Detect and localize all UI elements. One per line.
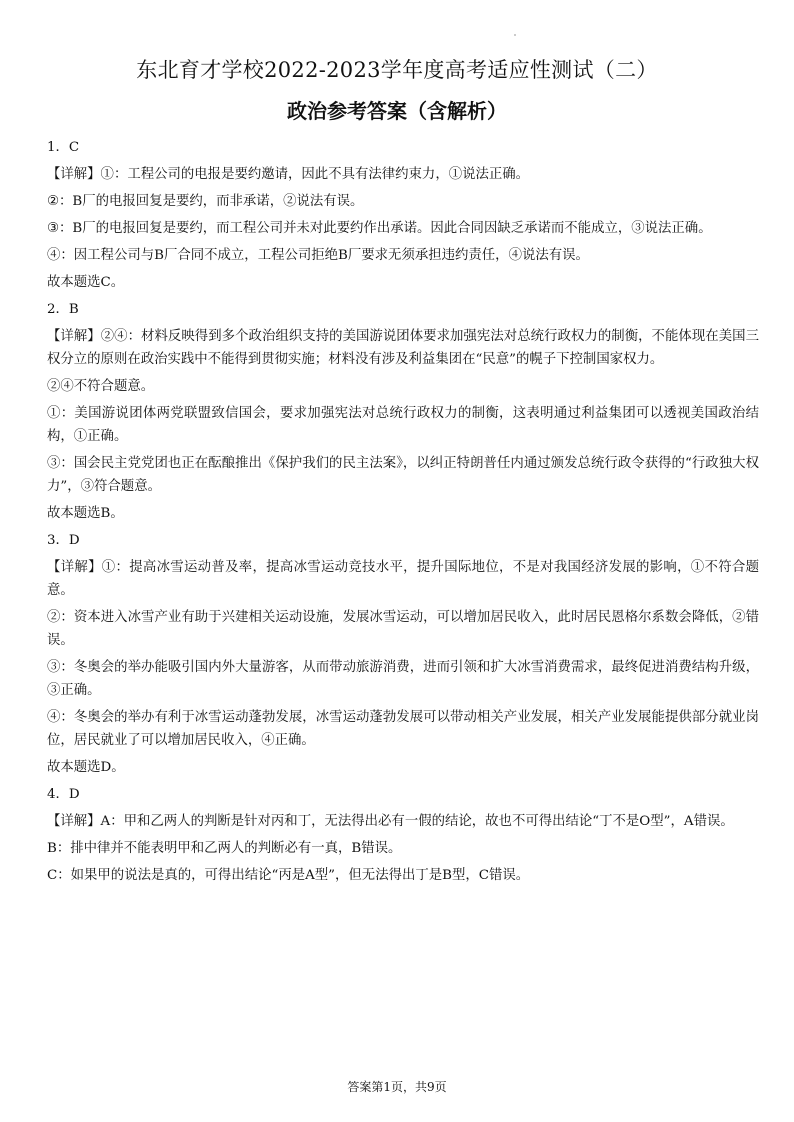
document-title: 东北育才学校2022-2023学年度高考适应性测试（二） xyxy=(136,58,658,82)
explanation-line: 【详解】A：甲和乙两人的判断是针对丙和丁，无法得出必有一假的结论，故也不可得出结论“丁不是O型”，A错误。 xyxy=(47,814,734,829)
page-footer: 答案第1页，共9页 xyxy=(347,1080,447,1094)
explanation-line: ③：国会民主党党团也正在酝酿推出《保护我们的民主法案》，以纠正特朗普任内通过颁发总统行政令获得的“行政独大权力”，③符合题意。 xyxy=(47,456,759,494)
document-subtitle: 政治参考答案（含解析） xyxy=(287,99,507,123)
explanation-line: 【详解】①：提高冰雪运动普及率，提高冰雪运动竞技水平，提升国际地位，不是对我国经济发展的影响，①不符合题意。 xyxy=(47,560,759,598)
conclusion-line: 故本题选D。 xyxy=(47,760,125,775)
answer-content xyxy=(47,136,759,891)
explanation-line: C：如果甲的说法是真的，可得出结论“丙是A型”，但无法得出丁是B型，C错误。 xyxy=(47,868,530,883)
explanation-line: 【详解】②④：材料反映得到多个政治组织支持的美国游说团体要求加强宪法对总统行政权力的制衡，不能体现在美国三权分立的原则在政治实践中不能得到贯彻实施；材料没有涉及利益集团在“民意”的幌子下控制国家权力。 xyxy=(47,329,759,367)
conclusion-line: 故本题选B。 xyxy=(47,506,124,521)
explanation-line: ②：资本进入冰雪产业有助于兴建相关运动设施，发展冰雪运动，可以增加居民收入，此时居民恩格尔系数会降低，②错误。 xyxy=(47,610,759,648)
question-number: 3．D xyxy=(47,533,80,548)
explanation-line: ②：B厂的电报回复是要约，而非承诺，②说法有误。 xyxy=(47,194,364,209)
explanation-line: ④：因工程公司与B厂合同不成立，工程公司拒绝B厂要求无须承担违约责任，④说法有误。 xyxy=(47,248,589,263)
explanation-line: ④：冬奥会的举办有利于冰雪运动蓬勃发展，冰雪运动蓬勃发展可以带动相关产业发展，相关产业发展能提供部分就业岗位，居民就业了可以增加居民收入，④正确。 xyxy=(47,710,759,748)
explanation-line: B：排中律并不能表明甲和乙两人的判断必有一真，B错误。 xyxy=(47,841,402,856)
question-number: 2．B xyxy=(47,302,79,317)
explanation-line: ③：冬奥会的举办能吸引国内外大量游客，从而带动旅游消费，进而引领和扩大冰雪消费需求，最终促进消费结构升级，③正确。 xyxy=(47,660,759,698)
question-number: 4．D xyxy=(47,787,80,802)
explanation-line: ③：B厂的电报回复是要约，而工程公司并未对此要约作出承诺。因此合同因缺乏承诺而不能成立，③说法正确。 xyxy=(47,221,712,236)
explanation-line: 【详解】①：工程公司的电报是要约邀请，因此不具有法律约束力，①说法正确。 xyxy=(47,167,530,182)
question-number: 1．C xyxy=(47,140,80,155)
scan-speck xyxy=(514,34,516,36)
explanation-line: ①：美国游说团体两党联盟致信国会，要求加强宪法对总统行政权力的制衡，这表明通过利益集团可以透视美国政治结构，①正确。 xyxy=(47,406,759,444)
conclusion-line: 故本题选C。 xyxy=(47,275,125,290)
explanation-line: ②④不符合题意。 xyxy=(47,379,155,394)
